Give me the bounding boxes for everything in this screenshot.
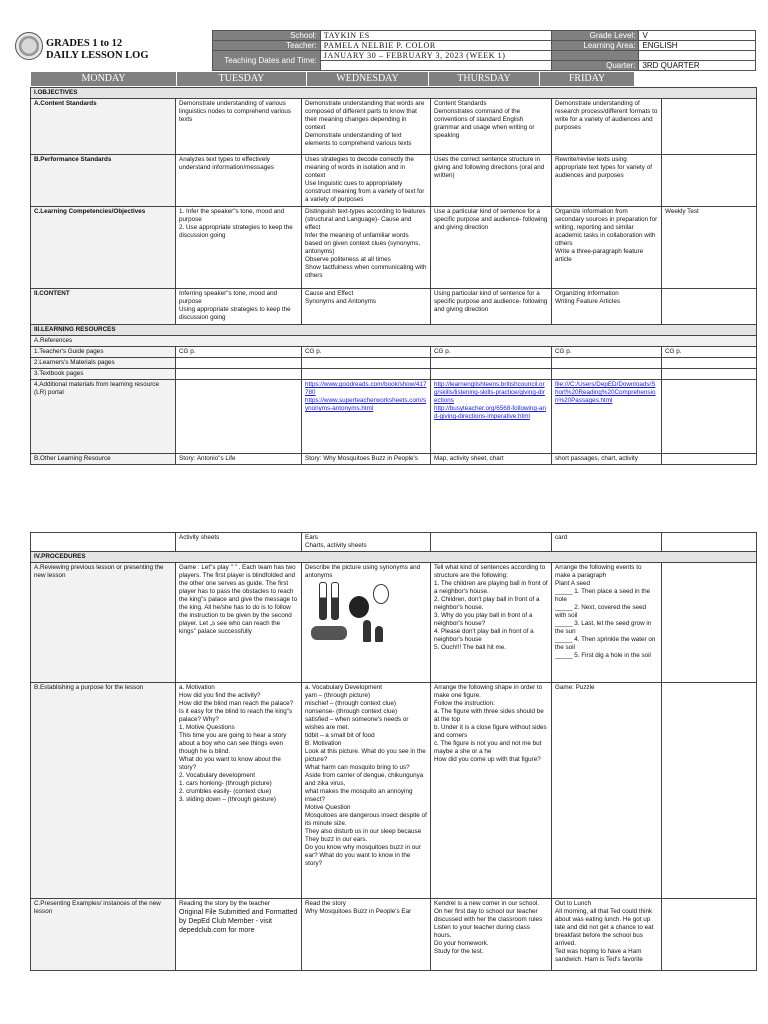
day-wednesday: WEDNESDAY [306, 72, 428, 86]
content-label: II.CONTENT [31, 289, 176, 325]
teacher-label: Teacher: [213, 41, 321, 51]
other-resource-label: B.Other Learning Resource [31, 454, 176, 465]
establishing-thu: Game: Puzzle [552, 683, 662, 899]
lm-label: 2.Learners's Materials pages [31, 358, 176, 369]
other-tue: Story: Why Mosquitoes Buzz in People's [302, 454, 431, 465]
document-title [46, 38, 149, 62]
day-tuesday: TUESDAY [176, 72, 306, 86]
other-mon: Story: Antonio"s Life [176, 454, 302, 465]
tg-label: 1.Teacher's Guide pages [31, 347, 176, 358]
content-thu: Organizing Information Writing Feature Articles [552, 289, 662, 325]
content-wed: Using particular kind of sentence for a specific purpose and audience- following and giving direction [431, 289, 552, 325]
additional-link-thu[interactable]: file:///C:/Users/DepED/Downloads/Short%20Reading%20Comprehension%20Passages.html [552, 380, 662, 454]
day-header-row [30, 72, 756, 86]
person-icon [363, 620, 371, 642]
performance-wed: Uses the correct sentence structure in giving and following directions (oral and written) [431, 155, 552, 207]
content-mon: Inferring speaker"s tone, mood and purpose Using appropriate strategies to keep the discussion going [176, 289, 302, 325]
reviewing-fri [662, 563, 757, 683]
performance-mon: Analyzes text types to effectively understand information/messages [176, 155, 302, 207]
content-standards-thu: Demonstrate understanding of research process/different formats to write for a variety of audiences and purposes [552, 99, 662, 155]
arm-icon [311, 626, 347, 640]
day-thursday: THURSDAY [428, 72, 539, 86]
other-cont-mon: Activity sheets [176, 533, 302, 552]
competency-tue: Distinguish text-types according to features (structural and Language)- Cause and effect Infer the meaning of unfamiliar words based on given context clues (synonyms, antonyms) Observe politeness at all times Show tactfulness when communicating with others [302, 207, 431, 289]
other-thu: short passages, chart, activity [552, 454, 662, 465]
procedures-heading: IV.PROCEDURES [31, 552, 757, 563]
content-standards-mon: Demonstrate understanding of various linguistics nodes to comprehend various texts [176, 99, 302, 155]
lesson-table-part1 [30, 87, 757, 465]
presenting-fri [662, 899, 757, 971]
objectives-heading: I.OBJECTIVES [31, 88, 757, 99]
info-table [212, 30, 756, 71]
establishing-label: B.Establishing a purpose for the lesson [31, 683, 176, 899]
depedclub-note: Original File Submitted and Formatted by DepEd Club Member - visit depedclub.com for more [179, 909, 298, 934]
quarter-label: Quarter: [551, 61, 639, 71]
presenting-tue: Read the story Why Mosquitoes Buzz in People's Ear [302, 899, 431, 971]
thermometer-icon [331, 582, 339, 620]
title-line-2: DAILY LESSON LOG [46, 50, 149, 61]
competencies-label: C.Learning Competencies/Objectives [31, 207, 176, 289]
content-standards-label: A.Content Standards [31, 99, 176, 155]
performance-thu: Rewrite/revise texts using appropriate text types for variety of audiences and purposes [552, 155, 662, 207]
competency-fri: Weekly Test [662, 207, 757, 289]
other-wed: Map, activity sheet, chart [431, 454, 552, 465]
tg-tue: CG p. [302, 347, 431, 358]
grade-value: V [639, 31, 756, 41]
additional-links-wed[interactable]: http://learnenglishteens.britishcouncil.org/skills/listening-skills-practice/giving-directions http://busyteacher.org/6568-following-and-giving-directions-imperative.html [431, 380, 552, 454]
opposites-pictures [305, 580, 427, 650]
content-tue: Cause and Effect Synonyms and Antonyms [302, 289, 431, 325]
content-fri [662, 289, 757, 325]
cherry-icon [373, 584, 389, 604]
quarter-value: 3RD QUARTER [639, 61, 756, 71]
competency-mon: 1. Infer the speaker"s tone, mood and purpose 2. Use appropriate strategies to keep the discussion going [176, 207, 302, 289]
additional-links-tue[interactable]: https://www.goodreads.com/book/show/417780 https://www.superteacherworksheets.com/synonyms-antonyms.html [302, 380, 431, 454]
grade-label: Grade Level: [551, 31, 639, 41]
dates-value: JANUARY 30 – FEBRUARY 3, 2023 (WEEK 1) [320, 51, 551, 61]
presenting-thu: Out to Lunch All morning, all that Ted could think about was eating lunch. He got up late and did not get a chance to eat breakfast before the school bus arrived. Ted was hoping to have a Ham sandwich. Ham is Ted's favorite [552, 899, 662, 971]
competency-thu: Organize information from secondary sources in preparation for writing, reporting and similar academic tasks in collaboration with others Write a three-paragraph feature article [552, 207, 662, 289]
title-line-1: GRADES 1 to 12 [46, 38, 123, 49]
performance-fri [662, 155, 757, 207]
other-cont-fri [662, 533, 757, 552]
content-standards-tue: Demonstrate understanding that words are composed of different parts to know that their meaning changes depending in context Demonstrate understanding of text elements to comprehend various texts [302, 99, 431, 155]
establishing-wed: Arrange the following shape in order to make one figure. Follow the instruction: a. The figure with three sides should be at the top b. Under it is a close figure without sides and corners c. The figure is not you and not me but maybe a she or a he How did you come up with that figure? [431, 683, 552, 899]
school-value: TAYKIN ES [320, 31, 551, 41]
presenting-label: C.Presenting Examples/ instances of the new lesson [31, 899, 176, 971]
references-label: A.References [31, 336, 757, 347]
performance-standards-label: B.Performance Standards [31, 155, 176, 207]
textbook-label: 3.Textbook pages [31, 369, 176, 380]
reviewing-label: A.Reviewing previous lesson or presenting the new lesson [31, 563, 176, 683]
other-fri [662, 454, 757, 465]
establishing-fri [662, 683, 757, 899]
presenting-wed: Kendrel is a new comer in our school. On her first day to school our teacher discussed with her the classroom rules Listen to your teacher during class hours. Do your homework. Study for the test. [431, 899, 552, 971]
tg-mon: CG p. [176, 347, 302, 358]
tg-fri: CG p. [662, 347, 757, 358]
other-cont-thu: card [552, 533, 662, 552]
reviewing-wed: Tell what kind of sentences according to structure are the following: 1. The children are playing ball in front of a neighbor's house. 2. Children, don't play ball in front of a neighbor's house. 3. Why do you play ball in front of a neighbor's house? 4. Please don't play ball in front of a neighbor's house 5. Ouch!!! The ball hit me. [431, 563, 552, 683]
presenting-mon: Reading the story by the teacher [179, 900, 271, 907]
dates-label: Teaching Dates and Time: [213, 51, 321, 71]
establishing-mon: a. Motivation How did you find the activity? How did the blind man reach the palace? Is it easy for the blind to reach the king"s palace? Why? 1. Motive Questions This time you are going to hear a story about a boy who can see things even though he is blind. What do you want to know about the story? 2. Vocabulary development 1. cars honking- (through picture) 2. crumbles easily- (context clue) 3. sliding down – (through gesture) [176, 683, 302, 899]
document-header [12, 30, 756, 72]
thermometer-icon [319, 582, 327, 620]
resources-heading: III.LEARNING RESOURCES [31, 325, 757, 336]
tg-thu: CG p. [552, 347, 662, 358]
reviewing-thu: Arrange the following events to make a paragraph Plant A seed _____ 1. Then place a seed in the hole _____ 2. Next, covered the seed with soil _____ 3. Last, let the seed grow in the sun _____ 4. Then sprinkle the water on the soil _____ 5. First dig a hole in the soil [552, 563, 662, 683]
performance-tue: Uses strategies to decode correctly the meaning of words in isolation and in context Use linguistic cues to appropriately construct meaning from a variety of text for a variety of purposes [302, 155, 431, 207]
additional-materials-label: 4.Additional materials from learning resource (LR) portal [31, 380, 176, 454]
school-label: School: [213, 31, 321, 41]
area-value: ENGLISH [639, 41, 756, 51]
lesson-table-part2 [30, 532, 757, 971]
day-monday: MONDAY [30, 72, 176, 86]
other-cont-tue: Ears Charts, activity sheets [302, 533, 431, 552]
apple-icon [349, 596, 369, 618]
other-cont-wed [431, 533, 552, 552]
person-icon [375, 626, 383, 642]
deped-seal-logo [15, 32, 43, 60]
content-standards-wed: Content Standards Demonstrates command of the conventions of standard English grammar and usage when writing or speaking [431, 99, 552, 155]
establishing-tue: a. Vocabulary Development yam – (through picture) mischief – (through context clue) nonsense- (through context clue) satisfied – when someone's needs or wishes are met. tidbit – a small bit of food B. Motivation Look at this picture. What do you see in the picture? What harm can mosquito bring to us? Aside from carrier of dengue, chikungunya and zika virus, what makes the mosquito an annoying insect? Motive Question Mosquitoes are dangerous insect despite of its minute size. They also disturb us in our sleep because They buzz in our ears. Do you know why mosquitoes buzz in our ear? What do you want to know in the story? [302, 683, 431, 899]
tg-wed: CG p. [431, 347, 552, 358]
teacher-value: PAMELA NELBIE P. COLOR [320, 41, 551, 51]
content-standards-fri [662, 99, 757, 155]
competency-wed: Use a particular kind of sentence for a specific purpose and audience- following and giving direction [431, 207, 552, 289]
area-label: Learning Area: [551, 41, 639, 51]
day-friday: FRIDAY [539, 72, 634, 86]
reviewing-tue: Describe the picture using synonyms and antonyms [305, 564, 421, 579]
reviewing-mon: Game : Let"s play " " . Each team has two players. The first player is blindfolded and the other one serves as guide. The first player has to pass the obstacles to reach the king"s palace and give the message to the king. All he/she has to do is to follow the instruction to be given by the second player. Let „s see who can reach the kings" palace successfully [176, 563, 302, 683]
